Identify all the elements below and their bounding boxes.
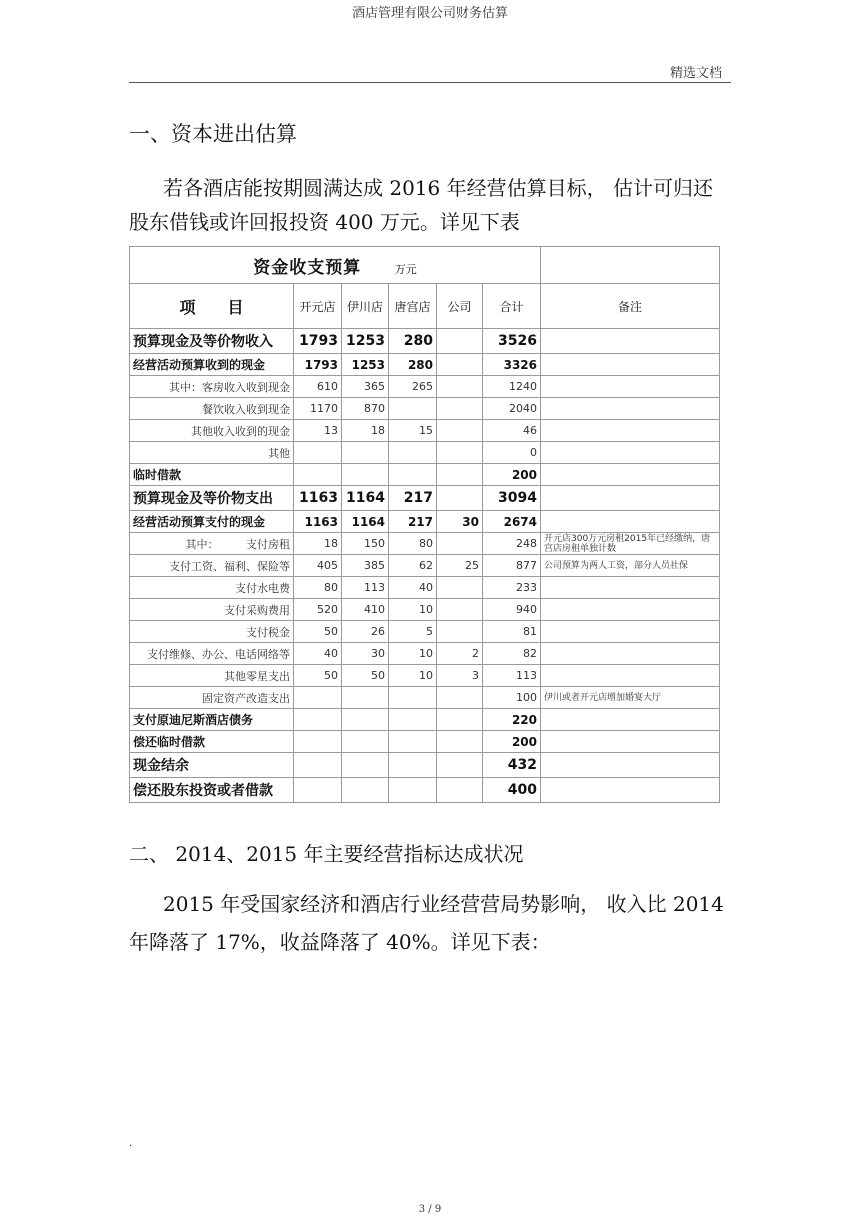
section-1-line-1: 若各酒店能按期圆满达成 2016 年经营估算目标， 估计可归还	[163, 176, 713, 200]
row-value: 3094	[483, 486, 541, 511]
row-label: 偿还临时借款	[130, 731, 294, 753]
row-label: 临时借款	[130, 464, 294, 486]
row-label: 支付原迪尼斯酒店债务	[130, 709, 294, 731]
row-value	[342, 464, 389, 486]
row-value: 877	[483, 555, 541, 577]
row-value: 217	[389, 511, 437, 533]
row-value: 30	[342, 643, 389, 665]
row-value: 385	[342, 555, 389, 577]
row-label: 餐饮收入收到现金	[130, 398, 294, 420]
row-note: 伊川或者开元店增加婚宴大厅	[541, 687, 720, 709]
row-note: 开元店300万元房租2015年已经缴纳，唐宫店房租单独计数	[541, 533, 720, 555]
row-value: 10	[389, 665, 437, 687]
row-value	[389, 464, 437, 486]
row-label: 支付工资、福利、保险等	[130, 555, 294, 577]
row-note	[541, 486, 720, 511]
row-value	[294, 442, 342, 464]
row-value: 3326	[483, 354, 541, 376]
row-value: 82	[483, 643, 541, 665]
row-value: 40	[389, 577, 437, 599]
row-value	[342, 731, 389, 753]
table-row	[130, 354, 720, 376]
row-value: 220	[483, 709, 541, 731]
header-tanggong: 唐宫店	[389, 284, 437, 329]
section-2-heading: 二、 2014、2015 年主要经营指标达成状况	[129, 842, 524, 866]
row-value	[437, 687, 483, 709]
row-value	[437, 621, 483, 643]
row-value	[389, 442, 437, 464]
header-total: 合计	[483, 284, 541, 329]
row-value: 3	[437, 665, 483, 687]
row-note	[541, 329, 720, 354]
row-label: 经营活动预算支付的现金	[130, 511, 294, 533]
row-note	[541, 464, 720, 486]
row-note	[541, 665, 720, 687]
row-label: 偿还股东投资或者借款	[130, 778, 294, 803]
row-value: 18	[294, 533, 342, 555]
section-2-line-1: 2015 年受国家经济和酒店行业经营营局势影响， 收入比 2014	[163, 892, 724, 916]
row-value	[437, 442, 483, 464]
row-value: 50	[294, 665, 342, 687]
row-value	[294, 731, 342, 753]
row-value: 405	[294, 555, 342, 577]
row-value	[437, 420, 483, 442]
row-note	[541, 442, 720, 464]
row-value	[294, 753, 342, 778]
row-note	[541, 420, 720, 442]
row-value: 940	[483, 599, 541, 621]
row-value: 5	[389, 621, 437, 643]
row-value: 1253	[342, 329, 389, 354]
row-label: 其中：客房收入收到现金	[130, 376, 294, 398]
row-value: 50	[294, 621, 342, 643]
row-value: 113	[342, 577, 389, 599]
row-value: 1164	[342, 486, 389, 511]
row-value: 200	[483, 731, 541, 753]
row-label: 支付维修、办公、电话网络等	[130, 643, 294, 665]
row-value: 10	[389, 599, 437, 621]
table-row	[130, 665, 720, 687]
row-value: 1240	[483, 376, 541, 398]
table-row	[130, 486, 720, 511]
row-value: 0	[483, 442, 541, 464]
row-value: 1253	[342, 354, 389, 376]
table-row	[130, 511, 720, 533]
row-label: 支付税金	[130, 621, 294, 643]
row-value: 520	[294, 599, 342, 621]
table-row	[130, 464, 720, 486]
budget-table	[129, 246, 720, 803]
section-1-line-2: 股东借钱或许回报投资 400 万元。详见下表	[129, 210, 520, 234]
row-value	[389, 778, 437, 803]
row-value: 248	[483, 533, 541, 555]
row-value: 280	[389, 354, 437, 376]
row-value: 46	[483, 420, 541, 442]
row-note	[541, 643, 720, 665]
row-label: 支付采购费用	[130, 599, 294, 621]
row-value: 25	[437, 555, 483, 577]
row-value: 18	[342, 420, 389, 442]
table-title-cell	[130, 247, 541, 284]
row-value: 26	[342, 621, 389, 643]
row-value	[437, 533, 483, 555]
table-row	[130, 577, 720, 599]
row-value: 150	[342, 533, 389, 555]
table-row	[130, 778, 720, 803]
table-row	[130, 376, 720, 398]
row-value: 62	[389, 555, 437, 577]
row-label: 经营活动预算收到的现金	[130, 354, 294, 376]
section-2-line-2: 年降落了 17%，收益降落了 40%。详见下表：	[129, 930, 551, 954]
row-value	[437, 731, 483, 753]
row-note	[541, 577, 720, 599]
row-value: 233	[483, 577, 541, 599]
row-value	[437, 376, 483, 398]
row-note	[541, 511, 720, 533]
document-title: 酒店管理有限公司财务估算	[351, 6, 508, 21]
row-value: 1793	[294, 354, 342, 376]
row-value: 1164	[342, 511, 389, 533]
row-value: 50	[342, 665, 389, 687]
row-value: 365	[342, 376, 389, 398]
table-row	[130, 687, 720, 709]
row-value: 610	[294, 376, 342, 398]
row-value	[437, 778, 483, 803]
row-value	[437, 599, 483, 621]
table-row	[130, 533, 720, 555]
section-1-heading: 一、资本进出估算	[129, 122, 297, 146]
row-value	[389, 753, 437, 778]
row-label: 其他	[130, 442, 294, 464]
header-company: 公司	[437, 284, 483, 329]
table-title-blank	[541, 247, 720, 284]
row-label: 现金结余	[130, 753, 294, 778]
table-row	[130, 555, 720, 577]
table-unit: 万元	[394, 262, 417, 276]
row-value	[294, 778, 342, 803]
row-value	[294, 464, 342, 486]
table-row	[130, 621, 720, 643]
header-divider	[129, 82, 731, 83]
header-item: 项 目	[130, 284, 294, 329]
row-value	[342, 709, 389, 731]
row-value: 200	[483, 464, 541, 486]
row-note	[541, 599, 720, 621]
row-value	[342, 778, 389, 803]
row-value: 265	[389, 376, 437, 398]
row-value: 400	[483, 778, 541, 803]
row-value: 432	[483, 753, 541, 778]
row-value	[389, 687, 437, 709]
row-note	[541, 354, 720, 376]
table-row	[130, 329, 720, 354]
row-value	[294, 687, 342, 709]
row-note	[541, 731, 720, 753]
row-note	[541, 778, 720, 803]
row-value: 2040	[483, 398, 541, 420]
row-value	[389, 731, 437, 753]
row-label: 其中： 支付房租	[130, 533, 294, 555]
table-row	[130, 753, 720, 778]
row-value: 10	[389, 643, 437, 665]
row-note: 公司预算为两人工资，部分人员社保	[541, 555, 720, 577]
footer-mark: .	[129, 1138, 133, 1149]
row-note	[541, 621, 720, 643]
row-value: 80	[294, 577, 342, 599]
row-note	[541, 376, 720, 398]
row-value: 280	[389, 329, 437, 354]
row-value	[437, 486, 483, 511]
header-yichuan: 伊川店	[342, 284, 389, 329]
row-label: 预算现金及等价物收入	[130, 329, 294, 354]
row-value: 1163	[294, 511, 342, 533]
row-value	[342, 442, 389, 464]
row-note	[541, 398, 720, 420]
row-value: 870	[342, 398, 389, 420]
row-value	[342, 687, 389, 709]
row-value: 1170	[294, 398, 342, 420]
table-title: 资金收支预算	[253, 257, 362, 278]
row-label: 其他收入收到的现金	[130, 420, 294, 442]
table-title-row	[130, 247, 720, 284]
row-value: 2	[437, 643, 483, 665]
row-value: 410	[342, 599, 389, 621]
row-value	[437, 329, 483, 354]
row-value	[437, 464, 483, 486]
header-tag: 精选文档	[670, 66, 723, 81]
row-value	[437, 709, 483, 731]
row-value: 1163	[294, 486, 342, 511]
table-row	[130, 398, 720, 420]
header-note: 备注	[541, 284, 720, 329]
table-row	[130, 442, 720, 464]
row-value: 30	[437, 511, 483, 533]
row-label: 支付水电费	[130, 577, 294, 599]
row-value: 80	[389, 533, 437, 555]
row-value: 3526	[483, 329, 541, 354]
row-value	[437, 577, 483, 599]
table-row	[130, 643, 720, 665]
table-row	[130, 709, 720, 731]
table-row	[130, 599, 720, 621]
row-value	[437, 753, 483, 778]
row-value: 113	[483, 665, 541, 687]
table-row	[130, 731, 720, 753]
row-value: 13	[294, 420, 342, 442]
row-value	[342, 753, 389, 778]
row-value: 217	[389, 486, 437, 511]
row-value: 40	[294, 643, 342, 665]
row-value	[389, 709, 437, 731]
row-value	[389, 398, 437, 420]
row-value: 1793	[294, 329, 342, 354]
row-label: 预算现金及等价物支出	[130, 486, 294, 511]
row-label: 固定资产改造支出	[130, 687, 294, 709]
table-header-row	[130, 284, 720, 329]
row-label: 其他零星支出	[130, 665, 294, 687]
row-note	[541, 709, 720, 731]
header-kaiyuan: 开元店	[294, 284, 342, 329]
row-value	[437, 354, 483, 376]
row-note	[541, 753, 720, 778]
row-value	[294, 709, 342, 731]
table-row	[130, 420, 720, 442]
row-value: 15	[389, 420, 437, 442]
row-value: 2674	[483, 511, 541, 533]
row-value: 81	[483, 621, 541, 643]
row-value	[437, 398, 483, 420]
row-value: 100	[483, 687, 541, 709]
page-number: 3 / 9	[418, 1204, 442, 1215]
